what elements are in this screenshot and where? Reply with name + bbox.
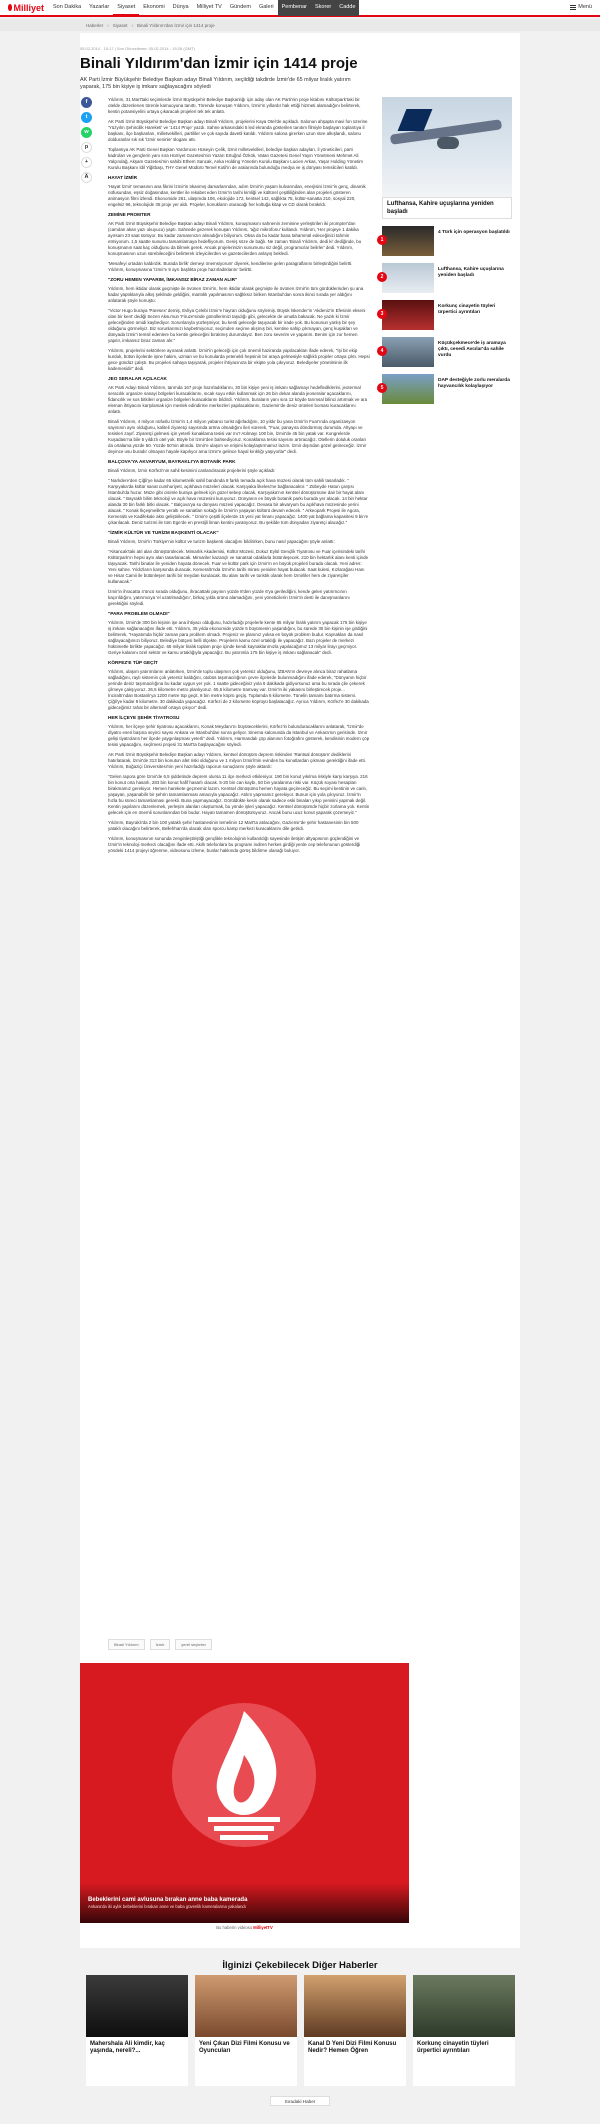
most-read-thumbnail[interactable] bbox=[382, 374, 434, 404]
article-paragraph: Yıldırım, projelerini sektörlere ayırarak anlattı. İzmir'in geleceği için çok önemli haziranda yapılacakları ifade ederek, "İşi bir ekip kurduk, bütün ilçelerde işine hakim, uzman ve bu konularda yetenekli hepsinin bir araya gelmesiyle sağlıklı projeler ortaya çıktı. Hepsi gece gündüz çalıştı. Bu projeleri sahaya taşıyarak, projeler ihtiyacınıza bir ekipte yola çıkıyoruz. Belediyeler yönetiminin ilk kademesidir" dedi. bbox=[108, 347, 370, 371]
article-paragraph: 'Hayat İzmir' temasının ana fikrini İzmir'in tıkanmış damarlarından, adım İzmir'in yaşam kulvarından, enerjisini İzmir'in genç, dinamik nüfusundan, eşsiz doğasından, kentler ile rekabet eden İzmir'in tarihi kimliği ve kültürel çeşitliliğinden alan projeleri gösteren animasyon filmi izlendi. Ekonomide 261, ulaşımda 106, ekolojide 172, kentsel 142, sağlıkta 75, kültür-sanatta 210, sosyal 220, engelsiz 96, teknolojide 35 proje yer aldı. Projeler, konukların oturacağı her koltuğa kitap ve CD olarak bırakıldı. bbox=[108, 183, 366, 207]
breadcrumb-item[interactable]: Haberler bbox=[86, 22, 104, 28]
more-news-card[interactable] bbox=[304, 1975, 406, 2086]
article-paragraph: Yıldırım, İzmir'de 300 bin kişinin işe ana ihtiyacı olduğunu, hazırladığı projelerle kente 65 milyar liralık yatırım yapacak 175 bin kişiye iş imkanı sağlanacağını ifade etti. Yıldırım, 35 yılda ekonomide yüzde 5 büyümenin yaşandığını, bu sürede 30 bin kişinin işe girdiğini belirterek, "Hayatımda hiçbir zaman para problem olmadı. Projeniz ve planınız yoksa en büyük problem budur. Kaynakları da nasıl sağlayacağımızı biliyoruz. Belediye bütçesi belli ölçekte. Projelerin kamu özel ortaklığı ile yapacağız. Bazı projeler de merkezi hükümetle birlikte yapacağız. 65 milyar liralık toplam proje içinde kendi kaynaklarımızla yapılacağımız 13 milyar lirayı geçmiyor. Geriye kalanını özel sektör ve kamu ortaklığıyla yapacağız. Bu yatırımla 175 bin kişiye iş imkanı sağlanacak" dedi. bbox=[108, 619, 368, 655]
most-read-item[interactable] bbox=[382, 337, 512, 367]
video-subtitle: Ankara'da iki aylık bebeklerini bırakan anne ve baba güvenlik kameralarına yakalandı bbox=[88, 1904, 246, 1909]
article-paragraph: "Gelen rapora göre İzmir'de 6,5 şiddetinde deprem olursa 11 ilçe merkezi etkileniyor. 190 bin konut yıkılma riskiyle karşı karşıya. 216 bin konut orta hasarlı, 283 bin konut hafif hasarlı olacak. 5-20 bin can kaybı, 50 bin yaralanma riski var. Küçük soyası hesapları birakmamız gerekiyor. Hemen harekete geçmemiz lazım. Kentsel dönüşümü hemen hayata geçireceğiz. Bu seçimi kentinin ve canlı, yaşayan, yaşanabilir bir şehrin tamamlanması amacıyla yapacağız. Atılım yapmamız gerekiyor. Bunun için yola çıkıyoruz. İzmir'in hızla bu süreci tamamlaması gerekli. Buna yapmayacağız. Görüldükte kesin olarak sadece eski binaları yıkıp yenisini yapmak değil. Kentin yapılarını düzenlemek, yerleşim alanları oluşturmak, bu yönde işleri yapacağız. Kentsel dönüşümde hiçbir zorlama yok. Kentin gelecek için en önemli sorunlarından biri budur. Hayatı tamamen dönüştürüyoruz. Ancak bunu ucuz konut yaparak çözemeyiz." bbox=[108, 773, 370, 816]
breadcrumb-item: Binali Yıldırım'dan İzmir için 1414 proje bbox=[137, 22, 215, 28]
nav-item-8[interactable]: Pembenar bbox=[278, 0, 311, 16]
nav-item-0[interactable]: Son Dakika bbox=[53, 4, 82, 10]
article-paragraph: Yıldırım, her ilçeye şehir tiyatrosu açacaklarını, Konak Meydanı'nı büyüteceklerini, Körfez'in bulunduracaklarını anlatarak, "İzmir'de diyatro eseri başına seyirci sayısı Ankara ve İstanbul'dan sonra geliyor. Sinema salonunda da İstanbul ve Ankara'nın gerisinde. İzmir gelişi tiyatroların her ilçede yaygınlaşması yeterli" dedi. Yıldırım, Harmandalı çöp alanının fotoğrafını gösterek, kendisinin modern çöp tesisi yapacağını, seçilmesi projesi 31 Mart'ta başlayacağını söyledi. bbox=[108, 724, 370, 748]
tag-link[interactable]: Binali Yıldırım bbox=[108, 1639, 145, 1650]
nav-item-6[interactable]: Gündem bbox=[229, 4, 251, 10]
article-paragraph: AK Parti Adayı Binali Yıldırım, tarımda 167 proje hazırladıklarını, 30 bin kişiye yeni iş imkanı sağlamayı hedeflediklerini, jeotermal seracılık organize sanayi bölgeleri kuracaklarını, sıcak suyu etkin kullanmak için 26 bin dekar alanda jeoseralar açacaklarını, fidancılık ve sos bitkileri organize bölgeleri kuracaklarını bildirdi. Yıldırım, buraların yanı sıra 12 köyde tarımsal bilinci artırmak ve ara eleman ihtiyacını karşılamak için meslek edindirme merkezleri yapılacaklarını, Gaziemir'de deniz ürünleri borsası kuracaklarını anlattı. bbox=[108, 384, 368, 414]
plane-engine-shape bbox=[437, 137, 459, 149]
video-caption bbox=[80, 1883, 409, 1923]
pinterest-share-icon[interactable]: p bbox=[81, 142, 92, 153]
breadcrumb bbox=[0, 19, 600, 31]
hamburger-icon bbox=[570, 5, 576, 10]
next-news-button[interactable]: Sıradaki Haber bbox=[270, 2096, 330, 2106]
breadcrumb-item[interactable]: Siyaset bbox=[112, 22, 128, 28]
nav-item-3[interactable]: Ekonomi bbox=[143, 4, 165, 10]
plane-tail-shape bbox=[398, 109, 433, 131]
article-paragraph: 'Mesafeyi ortadan kaldırdık. Burada birlik' demeyi önemsiyorum' diyerek, kendilerine gelen paragraflarını birleştirdiğini belirtti. Yıldırım, konuşmasına 'İzmir'e 9 ayrı başlıkta proje hazırladıklarını' belirtti. bbox=[108, 260, 353, 272]
video-player[interactable] bbox=[80, 1663, 409, 1923]
nav-item-2[interactable]: Siyaset bbox=[113, 0, 139, 16]
article-paragraph: Binali Yıldırım, İzmir Körfezi'nin sahil kesimini canlandıracak projelerini şöyle açıkladı: bbox=[108, 467, 276, 473]
tag-link[interactable]: İzmir bbox=[150, 1639, 171, 1650]
article-paragraph: Yıldırım, Bayraklı'da 2 bin 100 yataklı şehir hastanesinin temelinin 12 Mart'ta atılacağını, Gaziemir'de şehir hastanesinin bin 500 yataklı olacağını belirterek, Bellehhan'da olacak olan sporcu kamp merkezi kuracaklarını dile getirdi. bbox=[108, 819, 359, 831]
most-read-list bbox=[382, 226, 512, 404]
breadcrumb-separator-icon: › bbox=[107, 22, 109, 28]
article-paragraph: AK Parti İzmir Büyükşehir Belediye Başkan adayı Binali Yıldırım, konuşmasını sahnenin zeminine yerleştirilen iki prompter'dan (camdan akan yazı okuyucu) yaptı. Sahnede gezerek konuşan Yıldırım, 'ağız mikrofonu' kullandı. Yıldırım, 'Her projeye 1 dakika ayırsam 23 saat sürüyor. Bu kadar zamanınızın almadığını biliyorum. Oksa da bu kadar bana tahammül edeceğinizi tahmin etmiyorum. 1,5 saatte sunumu tamamlamaya hedefliyorum. Geniş söze de bağlı. Ne zaman 'Binali Yıldırım, dedi ki' dediğinde, bu konuşmanın saat kaç olduğunu da bilmek gerek. Ancak projelerinizin sunumunu siz değil, programcılar belirler' dedi. Yıldırım, konuşmasının uzun sürebileceğini belirterek izleyicilerden ve gazetecilerden anlayış bekledi. bbox=[108, 220, 362, 257]
sidebar-ad-caption[interactable]: Lufthansa, Kahire uçuşlarına yeniden başladı bbox=[382, 197, 512, 219]
article-paragraph: Yıldırım, ulaşım yatırımlarını anlatırken, İzmir'de toplu ulaşımın çok yetersiz olduğunu, İZBAN'ın devreye alınca biraz rahatlama sağladığını, raylı sistemin çok yetersiz kaldığını, otobüs taşımacılığının çevre ilçelerde bulunmadığını ifade ederek, "Dünyanın hiçbir yerinde deniz taşımacılığına bu kadar uygun yer yok. 1 saatte gideceğiniz yola 6 dakikada gidiyorsunuz ama bu sırada çile çekerek çilmeye çalışıyoruz. 26,5 kilometre metro planlıyoruz. 65,5 kilometre tramvay var. İzmir'in iki yakasını birleştirecek proje... İnciraltı'ndan Bostanlı'ya 1200 metre tüp geçit, 8 bin metre köprü geçiş. Toplamda 6 kilometre. Tünelin tamamı batırma sistemi. Çiğli'ye kadar 9 kilometre. 30 dakikada yapacağız. Körfezi de 2 kilometre köprüyü başlatacağız. Ayrıca Yıldırım, Körfez'e 30 dakikada gideceğimiz rahat bir alternatif ortaya çıkıyor" dedi. bbox=[108, 668, 369, 711]
article-date: 05.02.2014 - 15:17 | Son Güncelleme: 05.02.2014 - 15:28 (GMT) bbox=[80, 46, 195, 51]
rank-badge: 1 bbox=[377, 235, 387, 245]
most-read-item[interactable] bbox=[382, 226, 512, 256]
article-paragraph: AK Parti İzmir Büyükşehir Belediye Başkan adayı Binali Yıldırım, projelerini Kaya Otel'de açıkladı. Salonun ahşapta mavi fon üzerine 'Yüzyılın Şehircilik Hareketi' ve '1414 Proje' yazdı. Sahne arkasındaki 5 led ekranda gösterilen tanıtım filmiyle başlayan toplantıya il başkanı, ilçe başkanları, milletvekilleri, partililer ve çok sayıda davetli katıldı. Yıldırım salona girerken uzun süre alkışlandı, salonu dolduranlar sık sık 'İzmir seninle' sloganı attı. bbox=[108, 118, 368, 142]
article-subheading: KÖRFEZ'E TÜP GEÇİT bbox=[108, 659, 158, 665]
sidebar-ad-image[interactable] bbox=[382, 97, 512, 197]
nav-item-5[interactable]: Milliyet TV bbox=[196, 4, 222, 10]
more-news-card[interactable] bbox=[413, 1975, 515, 2086]
video-footer-text: Bu haberin videosu bbox=[216, 1925, 253, 1930]
share-bar bbox=[81, 97, 93, 187]
video-title: Bebeklerini cami avlusuna bırakan anne baba kamerada bbox=[88, 1897, 248, 1903]
more-news-image[interactable] bbox=[413, 1975, 515, 2037]
more-news-title: İlginizi Çekebilecek Diğer Haberler bbox=[222, 1960, 378, 1971]
rank-badge: 3 bbox=[377, 309, 387, 319]
most-read-thumbnail[interactable] bbox=[382, 226, 434, 256]
whatsapp-share-icon[interactable]: w bbox=[81, 127, 92, 138]
more-news-title[interactable]: Kanal D Yeni Dizi Filmi Konusu Nedir? Hemen Öğren bbox=[308, 2041, 397, 2055]
article-spot: AK Parti İzmir Büyükşehir Belediye Başkan adayı Binali Yıldırım, seçildiği takdirde İzmir'de 65 milyar liralık yatırım yaparak, 175 bin kişiye iş imkanı sağlayacağını söyledi bbox=[80, 77, 351, 91]
logo-bar-1 bbox=[208, 1817, 280, 1822]
article-paragraph: Yıldırım, konuşmasının sonunda zenginleştiriştiği gençlikle teknolojinin kullanıldığı sayesinde iletişim altyapısının güçlendiğini ve İzmir'in teknoloji merkezi olacağını ifade etti. Akıllı telefonlara bu programı indiren herkes girdiği yerde cep telefonunun gösterdiği yöndeki 1414 projeyi öğrenme, videosunu izleme, bunlar hakkında görüş bildirme olanağı buluyor. bbox=[108, 835, 361, 853]
most-read-item[interactable] bbox=[382, 263, 512, 293]
most-read-title[interactable]: Korkunç cinayetin tüyleri ürpertici ayrıntıları bbox=[438, 304, 496, 315]
article-paragraph: Binali Yıldırım, 4 milyon nüfuslu İzmir'in 1,4 milyon yabancı turist ağırladığını, 10 yıldır bu yana İzmir'in Fuar'ında organizasyon sayısının aynı olduğunu, kaliteli ziyaretçi sayısında artma olmadığını ileri sürerek, "Fuar, panayıra döndürmüş durumda. Altyapı ve tesisleri zayıf. Ziyaretçi gelmesi için yeterli konaklama tesisi var mı? Atılmayı 100 bin, İzmir'de 45 bin yatak var. Kongrelerde Kuşadası'na bile 5 yıldızlı otel yok. Böyle bir İzmir'den bahsediyoruz. Konaklama tesisi sayısını artıracağız. Otellerin doluluk oranları da ortalama yüzde 50. Yüzde 50'nin altında. İzmir'e ulaşım ve erişimi kolaylaştırmamız lazım. İzmir dışından gözel getireceğiz. İzmir deyince usu buradır olmayan hayale kapılıyor ama İzmir'e gelince hayal kırıklığı yaşıyorlar" dedi. bbox=[108, 418, 367, 454]
logo-bar-3 bbox=[220, 1835, 268, 1840]
main-nav bbox=[49, 0, 359, 16]
more-news-image[interactable] bbox=[86, 1975, 188, 2037]
article-paragraph: Toplantıya AK Parti Genel Başkan Yardımcısı Hüseyin Çelik, İzmir milletvekilleri, belediye başkan adayları, il yöneticileri, parti kadroları ve gençlerin yanı sıra Hürriyet Gazetesi'nin Yazarı Ertuğrul Özkök, Vatan Gazetesi Genel Yayın Yönetmeni Mehmet Ali Yalçındağ, Akşam Gazetesi'nin sahibi Ethem Sancak, Anka Holding Yönetim Kurulu Başkanı Lucien Arkas, Yaşar Holding Yönetim Kurulu Başkanı İdil Yiğitbaşı, THY Genel Müdürü Temel Kotil'in de aralarında bulunduğu medya ve iş dünyası temsilcileri katıldı. bbox=[108, 146, 363, 170]
most-read-thumbnail[interactable] bbox=[382, 263, 434, 293]
facebook-share-icon[interactable]: f bbox=[81, 97, 92, 108]
more-news-title[interactable]: Korkunç cinayetin tüyleri ürpertici ayrıntıları bbox=[417, 2041, 489, 2055]
top-navigation-bar bbox=[0, 0, 600, 17]
more-news-card[interactable] bbox=[195, 1975, 297, 2086]
article-paragraph: İzmir'in ihracatta 4'üncü sırada olduğunu, ihracattaki payının yüzde 8'den yüzde 6'ya gerilediğini, kende gelen yatırımcının kaçırıldığını, yatırımcıya 'el uzatılmadığını', birkaç yılda ürünü alamadığını, yeni yöneticilerin İzmir'in desti ile danışmanlarını gerektiğini söyledi. bbox=[108, 588, 350, 606]
logo-mark-icon bbox=[8, 4, 12, 11]
rank-badge: 4 bbox=[377, 346, 387, 356]
most-read-title[interactable]: Lufthansa, Kahire uçuşlarına yeniden başladı bbox=[438, 267, 504, 278]
nav-item-7[interactable]: Galeri bbox=[258, 4, 274, 10]
article-paragraph: " Narlıdere'den Çiğli'ye kadar 65 kilometrelik sahil bandında 8 farklı temada açık hava müzesi olarak tüm sahili tasarladık. " Karşıyaka'da kültür sanat cumhuriyeti, açıkhava müzeleri olacak. Karşıyaka likelesi'ne bağlanacaktır. " Zübeyde Hatun çarşısı İstanbul'da huzur. Müze gibi cisimle buraya gelmek için güzel sebep olacak, Karşıyaka'nın kentsel dönüşümüne dair bir hayat alanı olacak. " Bayraklı bilim teknoloji ve açık hava müzesini kuruyoruz. Dünyanın en büyük botanik parkı burada yer alacak. 14 bin hektar alanda 30 bin farklı bitki olacak. " Balçova'ya su dünyası müzesi yapacağız. Devasa bir akvaryum bu açıkhava müzesinde yerini alacak. " Konak İkçeşmelik'te yeraltı ve sanatları sokağı ile İzmir'in yaşayan kültürü devam edecek. " Arkeopark Projesi ile Agora, Kemeraltı ve Kadifekale aksı geliştirilecek. " İzmir'e çeşitli ilçelerde 15 yeni yat limanı yapacağız. 1400 yat bağlama kapasitesi 9 bin'e çıkarılacak. Deniz turizmi ile tüm Ege'de en prestijli liman kentini yaratıyoruz. Bu şekilde tüm dünyadan ziyaretçi alacağız." bbox=[108, 477, 369, 525]
article-paragraph: Yıldırım, hem iktidar olarak geçmişte ile övünen İzmir'in, hem iktidar olarak geçmişte ile övünen İzmir'in tüm gördüklerinden şu ana kadar yaptıklarıyla alkış şeklinde geldiğini, mantıklı yapılmasının sağlıksız biriken İstanbul'dan sonra ikinci sırada yer aldığını anlatarak şöyle konuştu: bbox=[108, 285, 364, 303]
more-news-title[interactable]: Yeni Çıkan Dizi Filmi Konusu ve Oyuncuları bbox=[199, 2041, 290, 2055]
article-paragraph: Yıldırım, 31 Mart'taki seçimlerde İzmir Büyükşehir Belediye Başkanlığı için aday olan AK Parti'nin proje kitabını Kültürpark'taki bir otelde düzenlenen törenle kamuoyuna tanıttı. Törende konuşan Yıldırım, İzmir'in yıllardır hak ettiği hizmeti alamadığını belirterek, kentin potansiyelini ortaya çıkaracak projeleri tek tek anlattı. bbox=[108, 97, 361, 115]
most-read-item[interactable] bbox=[382, 374, 512, 404]
most-read-item[interactable] bbox=[382, 300, 512, 330]
breadcrumb-separator-icon: › bbox=[131, 22, 134, 28]
add-share-icon[interactable]: + bbox=[81, 157, 92, 168]
more-news-image[interactable] bbox=[304, 1975, 406, 2037]
video-logo-art bbox=[80, 1663, 409, 1883]
more-news-card[interactable] bbox=[86, 1975, 188, 2086]
tag-list bbox=[108, 1639, 212, 1650]
menu-button[interactable] bbox=[570, 4, 592, 10]
most-read-thumbnail[interactable] bbox=[382, 300, 434, 330]
nav-item-9[interactable]: Skorer bbox=[311, 0, 335, 16]
article-subheading: HER İLÇEYE ŞEHİR TİYATROSU bbox=[108, 714, 180, 720]
article-paragraph: Binali Yıldırım, İzmir'in Türkiye'nin kültür ve turizm başkenti olacağını bildirirken, bunu nasıl yapacağını şöyle anlattı: bbox=[108, 538, 335, 544]
rank-badge: 2 bbox=[377, 272, 387, 282]
milliyettv-link[interactable]: MilliyetTV bbox=[253, 1925, 273, 1930]
menu-label: Menü bbox=[578, 4, 592, 10]
article-subheading: HAYAT İZMİR bbox=[108, 174, 137, 180]
article-subheading: BALÇOVA'YA AKVARYUM, BAYRAKLI'YA BOTANİK PARK bbox=[108, 458, 236, 464]
nav-item-10[interactable]: Cadde bbox=[335, 0, 359, 16]
article-title: Binali Yıldırım'dan İzmir için 1414 proje bbox=[80, 55, 358, 72]
most-read-title[interactable]: 4 Türk için operasyon başlatıldı bbox=[438, 230, 510, 235]
logo-text: Milliyet bbox=[13, 2, 44, 13]
article-paragraph: AK Parti İzmir Büyükşehir Belediye Başkan adayı Yıldırım, kentsel dönüşüm deprem riskinden 'Rantsal dönüşüm' dediklerini hatırlatarak, İzmir'de 313 bin konutun afet riski olduğunu ve 1 milyon İzmirli'nin evinden bu konutlardan çıkması gerektiğini ifade etti. Yıldırım, Boğaziçi Üniversitesi'nin yeni hazırladığı raporun sonuçlarını şöyle aktardı: bbox=[108, 752, 366, 770]
twitter-share-icon[interactable]: t bbox=[81, 112, 92, 123]
nav-item-1[interactable]: Yazarlar bbox=[89, 4, 110, 10]
article-subheading: JEO SERALAR AÇILACAK bbox=[108, 375, 167, 381]
milliyet-logo[interactable] bbox=[8, 3, 44, 13]
tag-link[interactable]: yerel seçimler bbox=[175, 1639, 212, 1650]
article-paragraph: "Alsancak'taki atıl alan dönüştürülecek. Mimarlık Akademisi, Kültür Müzesi, Dokuz Eylül Gençlik Tiyatrosu ve Fuar içerisindeki tarihi Kültürpark'ın hepsi aynı alan tasarlanacak. Mimariler kazançlı ve sanatsal odaklarla bütünleşecek. 210 bin hektarlık alanı kenti içinde taşıyacak. Tarihi binalar ile yeniden hayata dönecek. Fuar ve kültür park için İzmir'in en büyük projeleri burada olacak. Yeni adres: Yeni sahne. Yıldızların karşısında duracak. Kemeraltı'nda İzmir'in tarihi mirası yeniden hayat bulacak. Saat kulesi, Kızlarağası Hanı ve Hisar Camii ile bütünleşen tarihi bir meydan kurulacak. Bu alanı tarihi ve turistik olarak hem İzmirliler hem de ziyaretçiler kullanacak." bbox=[108, 548, 369, 584]
article-paragraph: "Victor Hugo buraya 'Paresex' demiş, Evliya Çelebi İzmir'e hayran olduğunu söylemiş. Büyük İskender'in 'Akdeniz'in Efesinin ekseni olan bir kent' dediği Sezen Aksu'nun 'Firuze'sinde gönüllerimizi taşıdığı gibi, gelecekte de umutla bakacak. Ne yazık ki İzmir geleceğinden ümidi kaybediyor. Sorunlarıyla yüzleşmiyor, bu kenti geleceğe taşıyacak bir irade yok. Bu konunun yanlış bir şey olduğunu görmeliyiz. Biz sorunlarımızı kaybetmiyoruz, seçimden seçime alışmış biri, kentine sahip çıkmayan, genç kuşakları ve dünyada İzmir'i temsil edenlere bu kentin geleceğini bırakmış durumdayız. Ben zoru severim ve yaparım. Benim için zor hemen yapılır, imkansız biraz zaman alır." bbox=[108, 307, 366, 343]
sidebar bbox=[382, 97, 512, 404]
font-size-icon[interactable]: Ä bbox=[81, 172, 92, 183]
article-subheading: "ZORU HEMEN YAPARIM, İMKANSIZ BİRAZ ZAMAN ALIR" bbox=[108, 276, 238, 282]
article-body bbox=[108, 97, 370, 858]
logo-bar-2 bbox=[214, 1826, 274, 1831]
rank-badge: 5 bbox=[377, 383, 387, 393]
most-read-title[interactable]: DAP desteğiyle zorlu meralarda hayvancılık kolaylaşıyor bbox=[438, 378, 510, 389]
video-footer bbox=[80, 1923, 409, 1933]
article-subheading: "PARA PROBLEM OLMADI" bbox=[108, 610, 170, 616]
more-news-title[interactable]: Mahershala Ali kimdir, kaç yaşında, nereli?... bbox=[90, 2041, 165, 2055]
more-news-image[interactable] bbox=[195, 1975, 297, 2037]
most-read-thumbnail[interactable] bbox=[382, 337, 434, 367]
article-subheading: ZEMİNE PROMTER bbox=[108, 211, 151, 217]
article-subheading: "İZMİR KÜLTÜR VE TURİZM BAŞKENTİ OLACAK" bbox=[108, 529, 219, 535]
most-read-title[interactable]: Küçükçekmece'de iş aramaya çıktı, cesedi Avcılar'da sahile vurdu bbox=[438, 341, 506, 358]
nav-item-4[interactable]: Dünya bbox=[172, 4, 189, 10]
